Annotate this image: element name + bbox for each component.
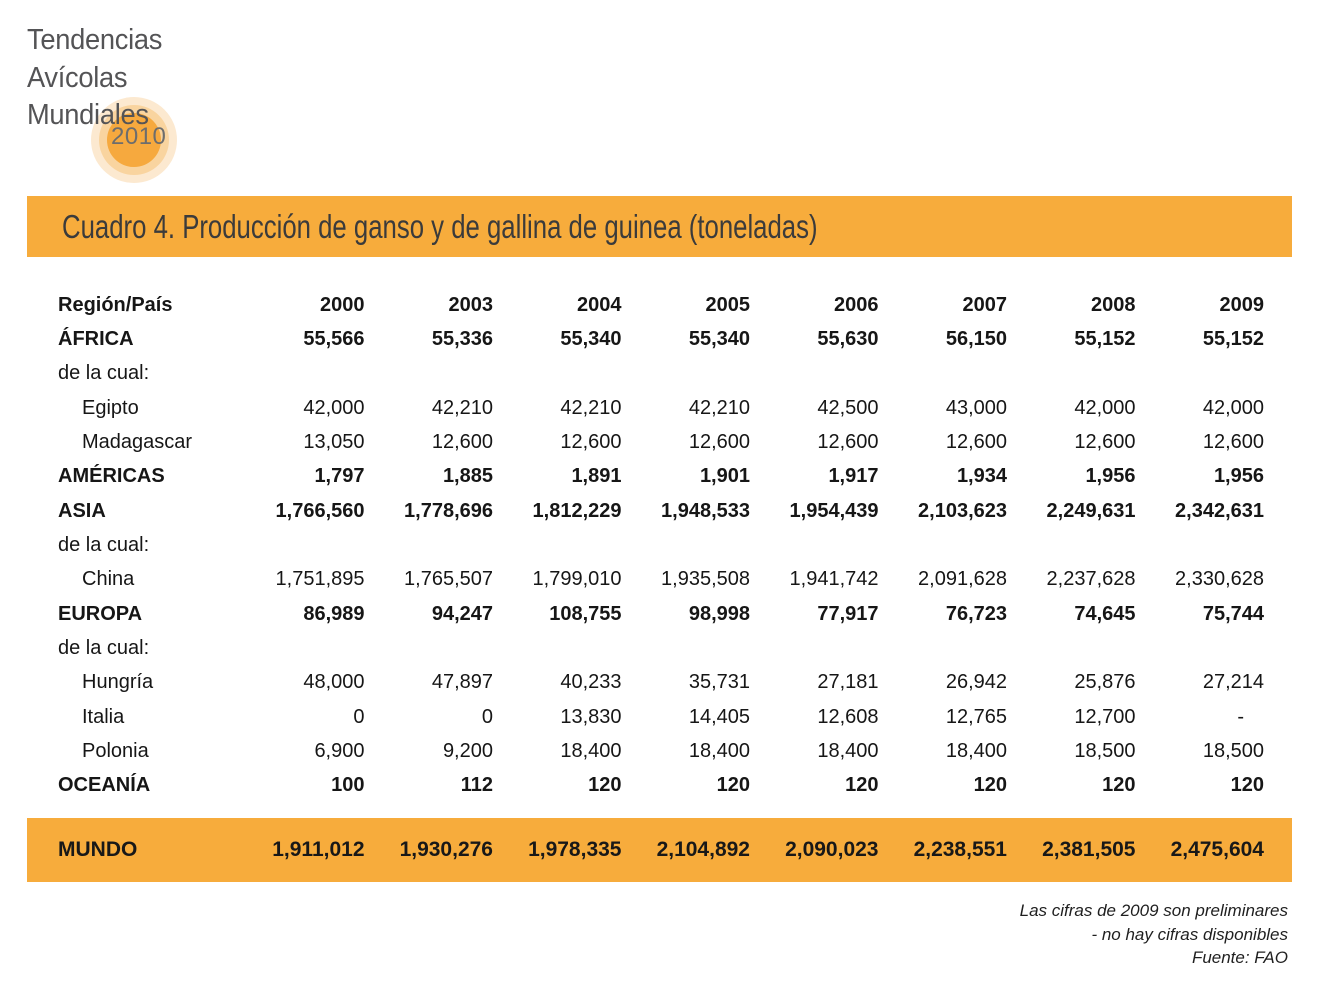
row-label: Polonia	[82, 739, 149, 762]
value-cell: 120	[716, 774, 750, 797]
total-value-cell: 2,381,505	[1042, 838, 1136, 861]
value-cell: 98,998	[688, 602, 750, 625]
column-header-year: 2006	[834, 293, 879, 316]
logo-year-label: 2010	[111, 123, 167, 150]
column-header-year: 2003	[448, 293, 493, 316]
total-value-cell: 1,930,276	[399, 838, 493, 861]
value-cell: 12,765	[945, 705, 1007, 728]
value-cell: 1,885	[442, 465, 493, 488]
value-cell: 2,103,623	[918, 499, 1007, 522]
table-row	[58, 563, 1264, 597]
row-label: Madagascar	[82, 430, 193, 453]
value-cell: 42,210	[431, 396, 493, 419]
value-cell: 55,336	[431, 327, 493, 350]
value-cell: 42,210	[688, 396, 750, 419]
table-row	[58, 631, 1264, 665]
value-cell: 0	[481, 705, 493, 728]
total-row-bar	[27, 818, 1292, 882]
value-cell: 18,400	[817, 739, 879, 762]
logo-line-3: Mundiales	[27, 99, 149, 131]
logo-line-1: Tendencias	[27, 24, 163, 56]
value-cell: 1,935,508	[661, 568, 750, 591]
value-cell: 55,152	[1202, 327, 1264, 350]
column-header-year: 2000	[320, 293, 365, 316]
table-row	[58, 666, 1264, 700]
value-cell: -	[1237, 705, 1244, 728]
logo-line-2: Avícolas	[27, 61, 128, 94]
value-cell: 12,600	[431, 430, 493, 453]
row-label: Hungría	[82, 671, 154, 694]
footnote-preliminary: Las cifras de 2009 son preliminares	[1019, 901, 1288, 920]
value-cell: 42,210	[560, 396, 622, 419]
value-cell: 6,900	[314, 739, 365, 762]
column-header-year: 2005	[705, 293, 750, 316]
value-cell: 42,500	[817, 396, 879, 419]
value-cell: 12,600	[1074, 430, 1136, 453]
value-cell: 1,917	[828, 465, 879, 488]
row-label: AMÉRICAS	[58, 465, 165, 488]
value-cell: 112	[460, 774, 493, 797]
value-cell: 18,400	[560, 739, 622, 762]
row-label: EUROPA	[58, 602, 143, 625]
value-cell: 55,566	[303, 327, 365, 350]
row-label: Egipto	[82, 396, 139, 419]
footnote-dash-meaning: - no hay cifras disponibles	[1091, 924, 1288, 944]
value-cell: 1,954,439	[789, 499, 879, 522]
value-cell: 1,891	[571, 465, 622, 488]
value-cell: 18,500	[1202, 739, 1264, 762]
total-value-cell: 1,978,335	[528, 838, 622, 861]
value-cell: 18,400	[945, 739, 1007, 762]
value-cell: 2,237,628	[1046, 568, 1136, 591]
value-cell: 56,150	[945, 327, 1007, 350]
value-cell: 1,956	[1213, 465, 1264, 488]
value-cell: 14,405	[688, 705, 750, 728]
total-label: MUNDO	[58, 838, 138, 861]
value-cell: 2,091,628	[918, 568, 1007, 591]
value-cell: 2,342,631	[1175, 499, 1264, 522]
value-cell: 1,901	[699, 465, 750, 488]
table-header-row	[58, 288, 1264, 322]
table-row	[58, 357, 1264, 391]
value-cell: 18,400	[688, 739, 750, 762]
value-cell: 55,340	[688, 327, 750, 350]
value-cell: 120	[973, 774, 1007, 797]
value-cell: 12,600	[817, 430, 879, 453]
value-cell: 1,765,507	[404, 568, 493, 591]
row-label: ASIA	[58, 499, 106, 522]
value-cell: 1,751,895	[275, 568, 365, 591]
value-cell: 108,755	[549, 602, 622, 625]
value-cell: 1,797	[314, 465, 365, 488]
value-cell: 86,989	[303, 602, 365, 625]
total-value-cell: 2,090,023	[785, 838, 879, 861]
value-cell: 1,956	[1085, 465, 1136, 488]
table-row	[58, 460, 1264, 494]
value-cell: 25,876	[1074, 671, 1136, 694]
value-cell: 42,000	[1074, 396, 1136, 419]
footnotes	[1020, 899, 1288, 970]
footnote-source: Fuente: FAO	[1191, 948, 1288, 967]
value-cell: 9,200	[442, 739, 493, 762]
row-label: de la cual:	[58, 533, 150, 556]
value-cell: 94,247	[431, 602, 493, 625]
value-cell: 74,645	[1074, 602, 1136, 625]
row-label: OCEANÍA	[58, 774, 151, 797]
value-cell: 12,700	[1074, 705, 1136, 728]
value-cell: 1,941,742	[789, 568, 879, 591]
value-cell: 26,942	[945, 671, 1007, 694]
value-cell: 27,214	[1202, 671, 1264, 694]
value-cell: 42,000	[1202, 396, 1264, 419]
value-cell: 0	[353, 705, 365, 728]
value-cell: 75,744	[1202, 602, 1264, 625]
table-row	[58, 734, 1264, 768]
column-header-year: 2009	[1219, 293, 1264, 316]
value-cell: 12,600	[1202, 430, 1264, 453]
table-row	[58, 494, 1264, 528]
value-cell: 2,249,631	[1046, 499, 1136, 522]
value-cell: 55,340	[560, 327, 622, 350]
value-cell: 12,608	[817, 705, 879, 728]
total-row	[58, 838, 1264, 862]
value-cell: 12,600	[945, 430, 1007, 453]
value-cell: 100	[331, 774, 365, 797]
value-cell: 35,731	[688, 671, 750, 694]
value-cell: 47,897	[431, 671, 493, 694]
value-cell: 120	[1102, 774, 1136, 797]
value-cell: 1,948,533	[661, 499, 750, 522]
value-cell: 55,630	[817, 327, 879, 350]
row-label: China	[82, 568, 135, 591]
table-row	[58, 597, 1264, 631]
value-cell: 1,799,010	[532, 568, 622, 591]
table-row	[58, 391, 1264, 425]
value-cell: 48,000	[303, 671, 365, 694]
total-value-cell: 2,238,551	[913, 838, 1007, 861]
value-cell: 18,500	[1074, 739, 1136, 762]
row-label: de la cual:	[58, 636, 150, 659]
value-cell: 2,330,628	[1175, 568, 1264, 591]
value-cell: 13,050	[303, 430, 365, 453]
value-cell: 13,830	[560, 705, 622, 728]
value-cell: 12,600	[688, 430, 750, 453]
value-cell: 40,233	[560, 671, 622, 694]
total-value-cell: 2,104,892	[656, 838, 750, 861]
value-cell: 55,152	[1074, 327, 1136, 350]
value-cell: 120	[845, 774, 879, 797]
column-header-year: 2008	[1091, 293, 1136, 316]
value-cell: 77,917	[817, 602, 879, 625]
column-header-region: Región/País	[58, 293, 173, 316]
column-header-year: 2004	[577, 293, 622, 316]
total-value-cell: 2,475,604	[1170, 838, 1264, 861]
table-title-bar	[27, 196, 1292, 257]
value-cell: 12,600	[560, 430, 622, 453]
value-cell: 42,000	[303, 396, 365, 419]
value-cell: 120	[588, 774, 622, 797]
value-cell: 43,000	[945, 396, 1007, 419]
table-body	[58, 322, 1264, 803]
production-table	[58, 288, 1264, 803]
value-cell: 1,812,229	[532, 499, 622, 522]
table-row	[58, 425, 1264, 459]
value-cell: 76,723	[945, 602, 1007, 625]
row-label: Italia	[82, 705, 125, 728]
table-title: Cuadro 4. Producción de ganso y de gallina de guinea (toneladas)	[62, 207, 818, 245]
table-row	[58, 700, 1264, 734]
value-cell: 27,181	[817, 671, 879, 694]
table-row	[58, 528, 1264, 562]
value-cell: 1,778,696	[404, 499, 493, 522]
value-cell: 120	[1230, 774, 1264, 797]
row-label: de la cual:	[58, 362, 150, 385]
table-row	[58, 322, 1264, 356]
value-cell: 1,766,560	[275, 499, 365, 522]
row-label: ÁFRICA	[58, 327, 134, 350]
table-row	[58, 769, 1264, 803]
logo-wordmark	[27, 22, 162, 135]
column-header-year: 2007	[962, 293, 1007, 316]
value-cell: 1,934	[956, 465, 1007, 488]
total-value-cell: 1,911,012	[272, 838, 365, 861]
